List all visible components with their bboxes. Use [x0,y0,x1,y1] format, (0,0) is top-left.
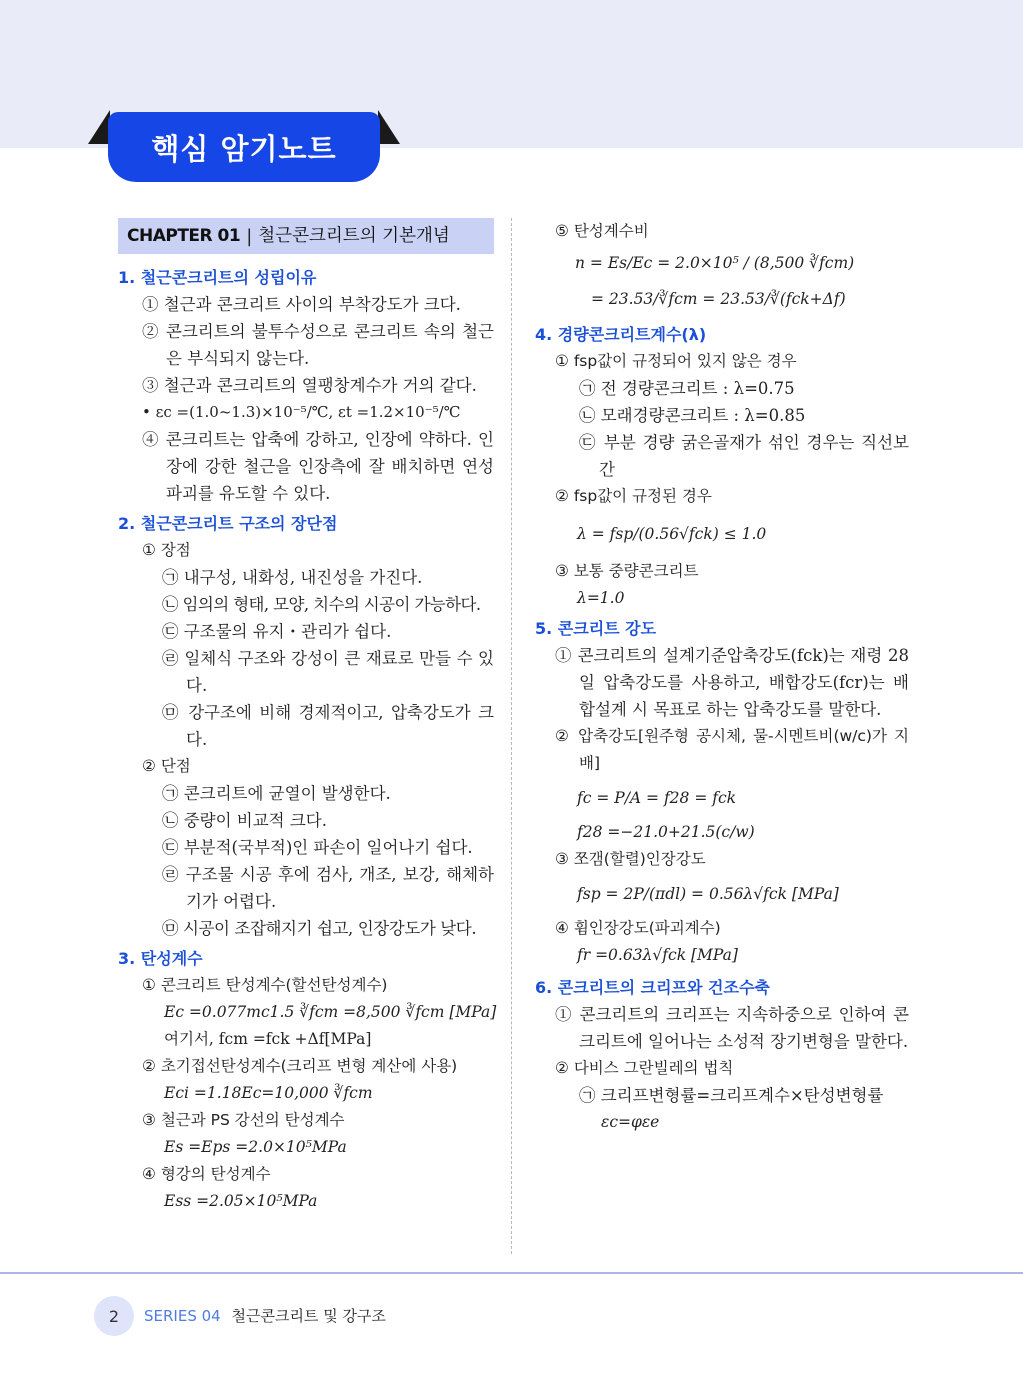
right-column [535,218,909,1136]
formula-elastic-modulus: Ec =0.077mc1.5 ∛fcm =8,500 ∛fcm [MPa] [164,1003,497,1021]
list-item: ① 콘크리트 탄성계수(할선탄성계수) [142,976,388,994]
chapter-number: CHAPTER 01 [127,225,241,246]
formula-modular-ratio: n = Es/Ec = 2.0×10⁵ / (8,500 ∛fcm) [575,254,855,272]
formula-f28: f28 =−21.0+21.5(c/w) [577,823,755,841]
section-5-title: 5. 콘크리트 강도 [535,619,657,638]
formula-modular-ratio-alt: = 23.53/∛fcm = 23.53/∛(fck+Δf) [591,290,846,308]
formula-creep-strain: εc=φεe [601,1113,660,1131]
formula-lambda-normal: λ=1.0 [577,589,625,607]
page-number: 2 [94,1296,134,1336]
list-item: ㉡ 임의의 형태, 모양, 치수의 시공이 가능하다. [162,595,481,614]
list-item: ② fsp값이 규정된 경우 [555,487,712,505]
list-item: ④ 형강의 탄성계수 [142,1165,271,1183]
list-item: ㉡ 모래경량콘크리트 : λ=0.85 [579,406,806,425]
formula-splitting-tensile: fsp = 2P/(πdl) = 0.56λ√fck [MPa] [577,885,839,903]
page-title: 핵심 암기노트 [108,112,380,182]
list-item: ③ 쪼갬(할렬)인장강도 [555,850,706,868]
list-item: ① 콘크리트의 크리프는 지속하중으로 인하여 콘크리트에 일어나는 소성적 장기변형을 말한다. [555,1005,909,1051]
footer-series: SERIES 04 [144,1307,221,1325]
footer-divider [0,1272,1023,1274]
list-item: ㉤ 시공이 조잡해지기 쉽고, 인장강도가 낮다. [162,919,477,938]
formula-steel-modulus: Es =Eps =2.0×10⁵MPa [164,1138,347,1156]
ribbon-fold-left [88,110,110,144]
list-item: ㉠ 전 경량콘크리트 : λ=0.75 [579,379,795,398]
list-item: ㉢ 구조물의 유지・관리가 쉽다. [162,622,392,641]
formula-modulus-of-rupture: fr =0.63λ√fck [MPa] [577,946,738,964]
list-item: ② 압축강도[원주형 공시체, 물-시멘트비(w/c)가 지배] [555,727,909,772]
formula-lambda: λ = fsp/(0.56√fck) ≤ 1.0 [577,525,767,543]
formula-note: 여기서, fcm =fck +Δf[MPa] [164,1030,372,1048]
list-item: ① 콘크리트의 설계기준압축강도(fck)는 재령 28일 압축강도를 사용하고, 배합강도(fcr)는 배합설계 시 목표로 하는 압축강도를 말한다. [555,646,909,719]
list-item: ㉣ 일체식 구조와 강성이 큰 재료로 만들 수 있다. [162,649,494,695]
list-item: ㉠ 내구성, 내화성, 내진성을 가진다. [162,568,423,587]
list-item: ㉢ 부분 경량 굵은골재가 섞인 경우는 직선보간 [579,433,909,479]
list-item: ④ 휨인장강도(파괴계수) [555,919,721,937]
list-item: ③ 철근과 PS 강선의 탄성계수 [142,1111,345,1129]
list-item: ㉠ 크리프변형률=크리프계수×탄성변형률 [579,1086,884,1105]
list-item: ㉠ 콘크리트에 균열이 발생한다. [162,784,391,803]
footer-caption [144,1305,386,1326]
list-item: ③ 철근과 콘크리트의 열팽창계수가 거의 같다. [142,376,477,395]
bullet-formula: • εc =(1.0~1.3)×10⁻⁵/℃, εt =1.2×10⁻⁵/℃ [142,403,461,421]
list-item: ① 철근과 콘크리트 사이의 부착강도가 크다. [142,295,461,314]
list-item: ② 다비스 그란빌레의 법칙 [555,1059,734,1077]
section-6-title: 6. 콘크리트의 크리프와 건조수축 [535,978,770,997]
section-1-title: 1. 철근콘크리트의 성립이유 [118,268,317,287]
list-item: ② 콘크리트의 불투수성으로 콘크리트 속의 철근은 부식되지 않는다. [142,322,494,368]
section-2-title: 2. 철근콘크리트 구조의 장단점 [118,514,338,533]
chapter-name: 철근콘크리트의 기본개념 [258,225,450,246]
chapter-heading [118,218,494,254]
column-divider [511,218,512,1254]
list-item: ㉣ 구조물 시공 후에 검사, 개조, 보강, 해체하기가 어렵다. [162,865,494,911]
section-3-title: 3. 탄성계수 [118,949,203,968]
list-item: ㉢ 부분적(국부적)인 파손이 일어나기 쉽다. [162,838,473,857]
list-item: ② 초기접선탄성계수(크리프 변형 계산에 사용) [142,1057,458,1075]
list-item: ㉡ 중량이 비교적 크다. [162,811,327,830]
chapter-separator: | [246,225,253,247]
pros-heading: ① 장점 [142,541,191,559]
formula-compressive-strength: fc = P/A = f28 = fck [577,789,737,807]
section-4-title: 4. 경량콘크리트계수(λ) [535,325,707,344]
cons-heading: ② 단점 [142,757,191,775]
list-item: ㉤ 강구조에 비해 경제적이고, 압축강도가 크다. [162,703,494,749]
list-item: ① fsp값이 규정되어 있지 않은 경우 [555,352,797,370]
list-item: ⑤ 탄성계수비 [555,222,649,240]
list-item: ③ 보통 중량콘크리트 [555,562,699,580]
left-column [118,218,497,1215]
footer-book-title: 철근콘크리트 및 강구조 [231,1307,386,1325]
list-item: ④ 콘크리트는 압축에 강하고, 인장에 약하다. 인장에 강한 철근을 인장측에 잘 배치하면 연성파괴를 유도할 수 있다. [142,430,494,503]
ribbon-fold-right [378,110,400,144]
formula-initial-modulus: Eci =1.18Ec=10,000 ∛fcm [164,1084,373,1102]
formula-shape-steel-modulus: Ess =2.05×10⁵MPa [164,1192,318,1210]
